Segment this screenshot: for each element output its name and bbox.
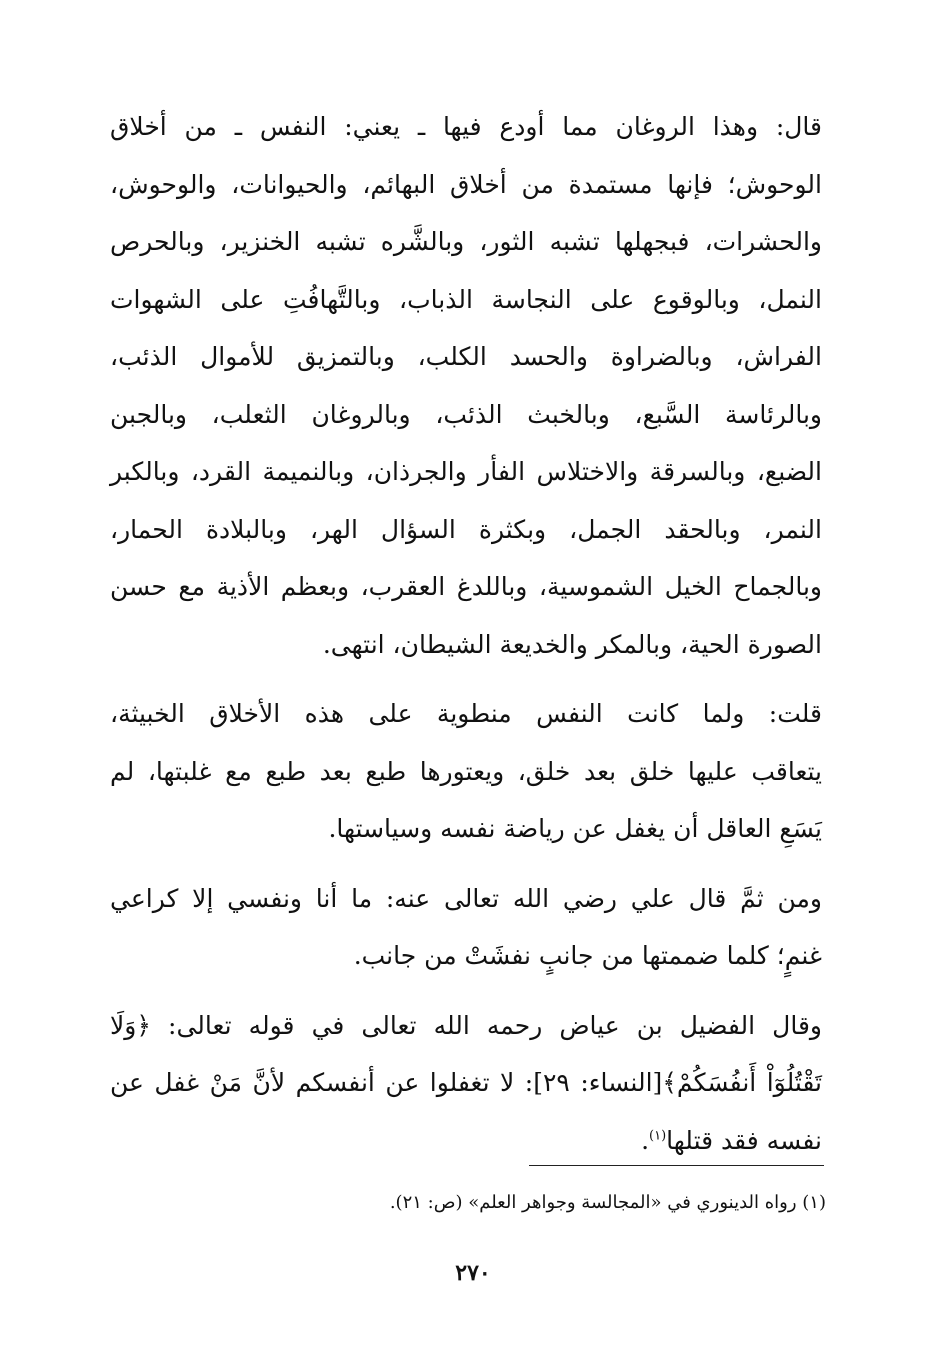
text-line: الصورة الحية، وبالمكر والخديعة الشيطان، انتهى. (322, 629, 822, 659)
final-stop: . (641, 1125, 650, 1155)
footnote-separator (529, 1165, 824, 1166)
text-line-final (110, 1112, 822, 1170)
paragraph-fudayl-quote (110, 997, 822, 1170)
text-line: وقال الفضيل بن عياض رحمه الله تعالى في قوله تعالى: ﴿وَلَا (110, 1010, 822, 1040)
text-line: الوحوش؛ فإنها مستمدة من أخلاق البهائم، والحيوانات، والوحوش، (110, 169, 822, 199)
text-line-final-words: نفسه فقد قتلها (666, 1125, 822, 1155)
text-line: قلت: ولما كانت النفس منطوية على هذه الأخلاق الخبيثة، (110, 699, 822, 728)
paragraph-narration (110, 98, 822, 673)
footnote: (١) رواه الدينوري في «المجالسة وجواهر العلم» (ص: ٢١). (389, 1192, 826, 1213)
text-line: والحشرات، فبجهلها تشبه الثور، وبالشَّره تشبه الخنزير، وبالحرص (110, 227, 822, 256)
text-line: يَسَعِ العاقل أن يغفل عن رياضة نفسه وسياستها. (328, 814, 822, 843)
main-text (110, 98, 822, 1181)
text-line: الفراش، وبالضراوة والحسد الكلب، وبالتمزيق للأموال الذئب، (110, 342, 822, 371)
text-line-quran-verse: تَقْتُلُوٓاْ أَنفُسَكُمْ﴾[النساء: ٢٩]: لا تغفلوا عن أنفسكم لأنَّ مَنْ غفل عن (110, 1068, 822, 1097)
text-line: وبالرئاسة السَّبع، وبالخبث الذئب، وبالروغان الثعلب، وبالجبن (110, 399, 822, 429)
paragraph-ali-quote (110, 870, 822, 985)
text-line: قال: وهذا الروغان مما أودع فيها ـ يعني: النفس ـ من أخلاق (110, 112, 822, 141)
text-line: وبالجماح الخيل الشموسية، وباللدغ العقرب، وبعظم الأذية مع حسن (110, 572, 822, 601)
text-line: ومن ثمَّ قال علي رضي الله تعالى عنه: ما أنا ونفسي إلا كراعي (110, 883, 822, 913)
text-line: النمر، وبالحقد الجمل، وبكثرة السؤال الهر، وبالبلادة الحمار، (110, 514, 822, 544)
paragraph-comment (110, 685, 822, 858)
footnote-marker: (١) (649, 1128, 667, 1144)
text-line: النمل، وبالوقوع على النجاسة الذباب، وبالتَّهافُتِ على الشهوات (110, 284, 822, 314)
page-number: ٢٧٠ (455, 1260, 491, 1286)
text-line: يتعاقب عليها خلق بعد خلق، ويعتورها طبع بعد طبع مع غلبتها، لم (110, 756, 822, 786)
text-line: الضبع، وبالسرقة والاختلاس الفأر والجرذان، وبالنميمة القرد، وبالكبر (110, 457, 822, 486)
text-line: غنمٍ؛ كلما ضممتها من جانبٍ نفشَتْ من جانب. (353, 941, 822, 970)
